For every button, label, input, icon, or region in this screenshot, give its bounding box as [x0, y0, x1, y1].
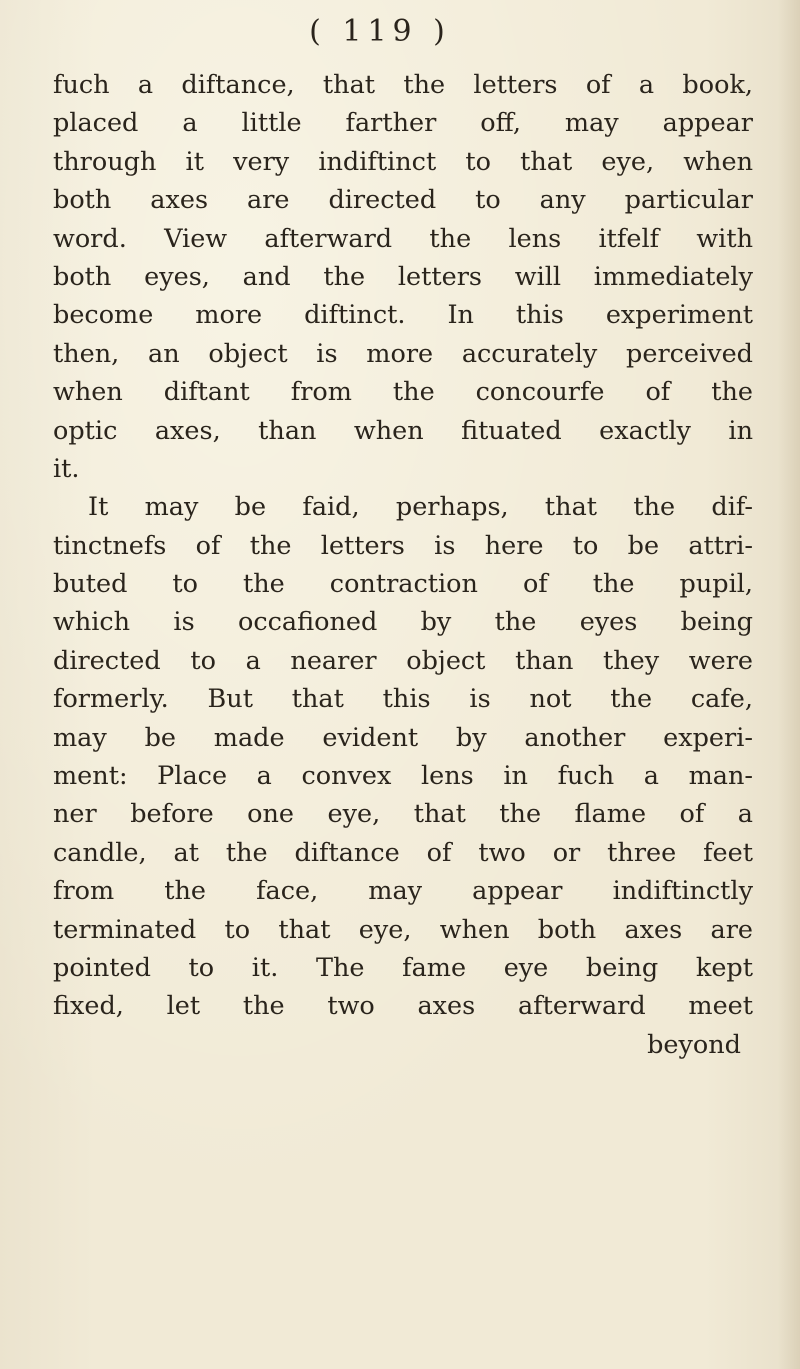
text-line: it. [53, 453, 80, 484]
text-line: through it very indiftinct to that eye, when [53, 146, 753, 177]
text-line: become more diftinct. In this experiment [53, 300, 753, 331]
text-line: pointed to it. The fame eye being kept [53, 952, 753, 983]
text-line: formerly. But that this is not the cafe, [53, 684, 753, 715]
text-line: ner before one eye, that the flame of a [53, 799, 753, 830]
text-line: fixed, let the two axes afterward meet [53, 991, 753, 1022]
text-line: fuch a diftance, that the letters of a book, [53, 70, 753, 100]
text-line: tinctnefs of the letters is here to be attri- [53, 530, 753, 561]
text-line: which is occafioned by the eyes being [53, 607, 753, 638]
catchword: beyond [647, 1029, 741, 1060]
text-line: when diftant from the concourfe of the [53, 377, 753, 408]
text-line: both eyes, and the letters will immediately [53, 261, 753, 292]
text-line: directed to a nearer object than they were [53, 645, 753, 676]
text-line: optic axes, than when fituated exactly in [53, 415, 753, 446]
text-line: both axes are directed to any particular [53, 185, 753, 216]
text-line: buted to the contraction of the pupil, [53, 569, 753, 600]
text-line: ment: Place a convex lens in fuch a man- [53, 761, 753, 792]
text-line: candle, at the diftance of two or three feet [53, 837, 753, 868]
text-line: from the face, may appear indiftinctly [53, 876, 753, 907]
text-line: placed a little farther off, may appear [53, 108, 753, 139]
body-text [53, 66, 753, 1064]
text-line: may be made evident by another experi- [53, 722, 753, 753]
text-line: word. View afterward the lens itfelf with [53, 223, 753, 254]
page-number: ( 119 ) [309, 14, 451, 49]
text-line: It may be faid, perhaps, that the dif- [88, 492, 753, 523]
page-edge-shadow [778, 0, 800, 1369]
text-line: terminated to that eye, when both axes are [53, 914, 753, 945]
text-line: then, an object is more accurately perceived [53, 338, 753, 369]
